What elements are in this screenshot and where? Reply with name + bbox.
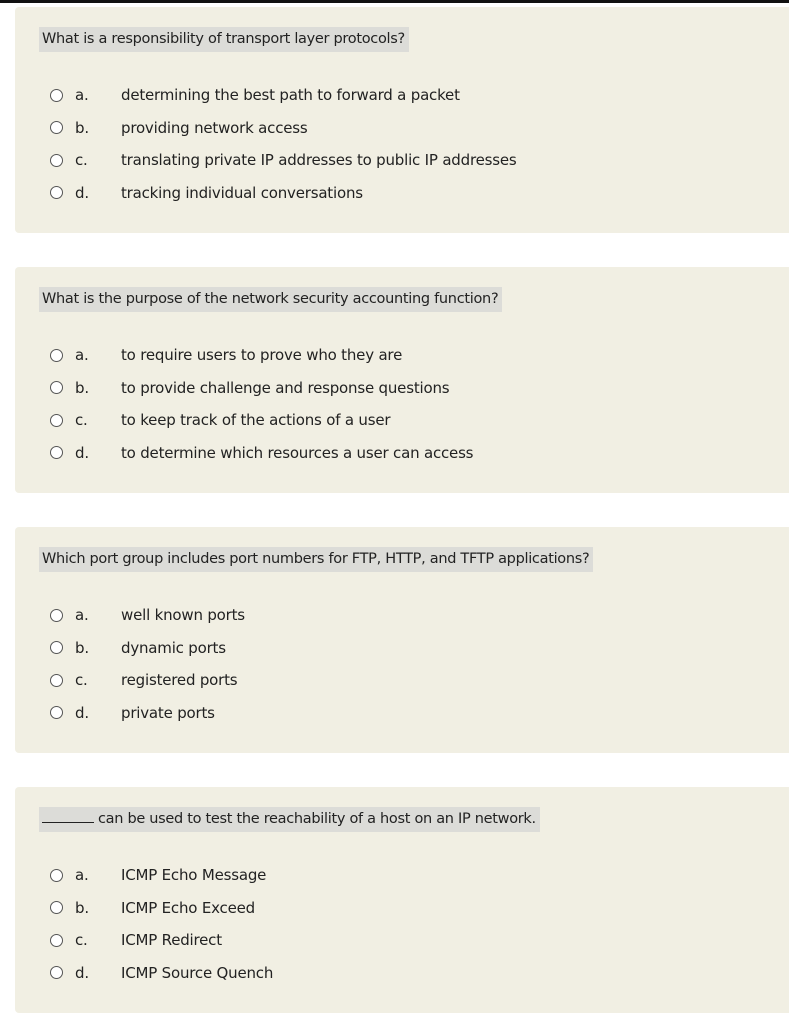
- options-list: [50, 859, 273, 989]
- answer-option[interactable]: [50, 632, 245, 665]
- option-label: ICMP Redirect: [121, 931, 222, 950]
- radio-button-icon[interactable]: [50, 121, 63, 134]
- fill-in-blank: [42, 808, 94, 823]
- option-letter: c.: [75, 931, 88, 950]
- answer-option[interactable]: [50, 144, 517, 177]
- option-letter: a.: [75, 606, 89, 625]
- answer-option[interactable]: [50, 924, 273, 957]
- option-label: tracking individual conversations: [121, 183, 363, 202]
- option-label: translating private IP addresses to public IP addresses: [121, 151, 517, 170]
- option-label: to provide challenge and response questions: [121, 378, 450, 397]
- radio-button-icon[interactable]: [50, 609, 63, 622]
- answer-option[interactable]: [50, 437, 473, 470]
- option-letter: b.: [75, 638, 89, 657]
- option-letter: b.: [75, 378, 89, 397]
- option-letter: c.: [75, 671, 88, 690]
- option-letter: d.: [75, 703, 89, 722]
- option-label: private ports: [121, 703, 215, 722]
- top-border: [0, 0, 789, 3]
- radio-button-icon[interactable]: [50, 641, 63, 654]
- question-text: Which port group includes port numbers for FTP, HTTP, and TFTP applications?: [39, 547, 593, 572]
- options-list: [50, 79, 517, 209]
- answer-option[interactable]: [50, 404, 473, 437]
- options-list: [50, 599, 245, 729]
- radio-button-icon[interactable]: [50, 674, 63, 687]
- answer-option[interactable]: [50, 339, 473, 372]
- answer-option[interactable]: [50, 892, 273, 925]
- option-label: ICMP Echo Message: [121, 866, 267, 885]
- options-list: [50, 339, 473, 469]
- radio-button-icon[interactable]: [50, 154, 63, 167]
- answer-option[interactable]: [50, 859, 273, 892]
- radio-button-icon[interactable]: [50, 89, 63, 102]
- option-label: to require users to prove who they are: [121, 346, 403, 365]
- answer-option[interactable]: [50, 599, 245, 632]
- option-letter: d.: [75, 963, 89, 982]
- option-label: ICMP Echo Exceed: [121, 898, 255, 917]
- option-label: to keep track of the actions of a user: [121, 411, 391, 430]
- option-label: registered ports: [121, 671, 238, 690]
- radio-button-icon[interactable]: [50, 349, 63, 362]
- radio-button-icon[interactable]: [50, 186, 63, 199]
- option-letter: a.: [75, 86, 89, 105]
- question-card: [15, 7, 789, 233]
- option-label: providing network access: [121, 118, 308, 137]
- option-letter: c.: [75, 151, 88, 170]
- option-letter: d.: [75, 443, 89, 462]
- radio-button-icon[interactable]: [50, 381, 63, 394]
- option-letter: a.: [75, 866, 89, 885]
- option-letter: b.: [75, 898, 89, 917]
- radio-button-icon[interactable]: [50, 966, 63, 979]
- answer-option[interactable]: [50, 372, 473, 405]
- question-text: What is the purpose of the network security accounting function?: [39, 287, 502, 312]
- option-label: dynamic ports: [121, 638, 226, 657]
- answer-option[interactable]: [50, 177, 517, 210]
- radio-button-icon[interactable]: [50, 934, 63, 947]
- radio-button-icon[interactable]: [50, 446, 63, 459]
- option-letter: b.: [75, 118, 89, 137]
- radio-button-icon[interactable]: [50, 869, 63, 882]
- option-label: determining the best path to forward a packet: [121, 86, 460, 105]
- option-letter: c.: [75, 411, 88, 430]
- question-card: [15, 787, 789, 1013]
- option-letter: d.: [75, 183, 89, 202]
- radio-button-icon[interactable]: [50, 901, 63, 914]
- answer-option[interactable]: [50, 79, 517, 112]
- answer-option[interactable]: [50, 664, 245, 697]
- option-label: to determine which resources a user can access: [121, 443, 474, 462]
- option-label: ICMP Source Quench: [121, 963, 274, 982]
- option-label: well known ports: [121, 606, 245, 625]
- answer-option[interactable]: [50, 957, 273, 990]
- question-card: [15, 527, 789, 753]
- option-letter: a.: [75, 346, 89, 365]
- answer-option[interactable]: [50, 697, 245, 730]
- radio-button-icon[interactable]: [50, 706, 63, 719]
- radio-button-icon[interactable]: [50, 414, 63, 427]
- question-text: What is a responsibility of transport layer protocols?: [39, 27, 409, 52]
- answer-option[interactable]: [50, 112, 517, 145]
- question-text: can be used to test the reachability of a host on an IP network.: [39, 807, 540, 832]
- question-card: [15, 267, 789, 493]
